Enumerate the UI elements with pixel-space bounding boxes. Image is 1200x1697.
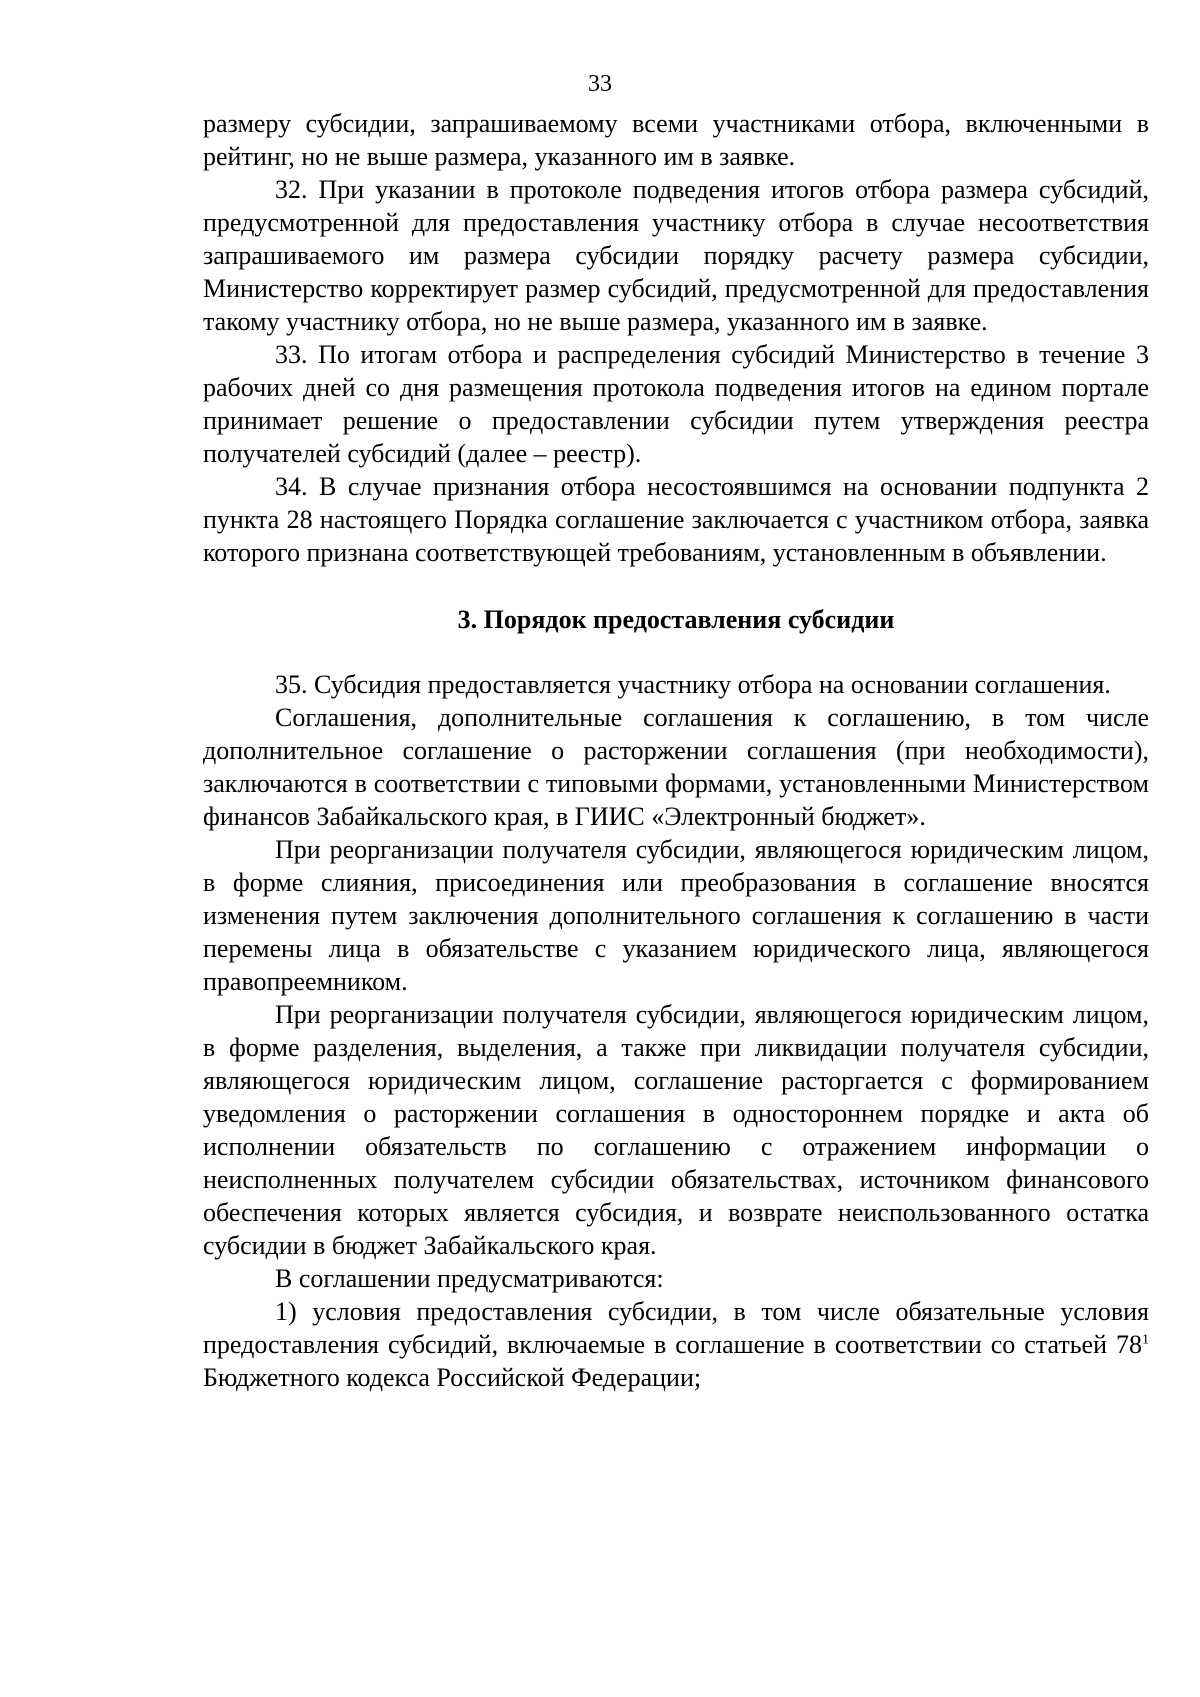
paragraph-32: 32. При указании в протоколе подведения итогов отбора размера субсидий, предусмотренной для предоставления участнику отбора в случае несоответствия запрашиваемого им размера субсидии порядку расчету размера субсидии, Министерство корректирует размер субсидий, предусмотренной для предоставления такому участнику отбора, но не выше размера, указанного им в заявке.	[203, 175, 1149, 336]
spacer	[203, 569, 1149, 603]
section-heading: 3. Порядок предоставления субсидии	[457, 605, 895, 634]
list-item-1-text-end: Бюджетного кодекса Российской Федерации;	[203, 1363, 702, 1392]
list-item-1	[203, 1295, 1149, 1394]
paragraph-34: 34. В случае признания отбора несостоявшимся на основании подпункта 2 пункта 28 настоящего Порядка соглашение заключается с участником отбора, заявка которого признана соответствующей требованиям, установленным в объявлении.	[203, 472, 1149, 567]
paragraph-33: 33. По итогам отбора и распределения субсидий Министерство в течение 3 рабочих дней со дня размещения протокола подведения итогов на едином портале принимает решение о предоставлении субсидии путем утверждения реестра получателей субсидий (далее – реестр).	[203, 340, 1149, 468]
paragraph-continuation: размеру субсидии, запрашиваемому всеми участниками отбора, включенными в рейтинг, но не выше размера, указанного им в заявке.	[203, 109, 1149, 171]
paragraph-agreements: Соглашения, дополнительные соглашения к соглашению, в том числе дополнительное соглашение о расторжении соглашения (при необходимости), заключаются в соответствии с типовыми формами, установленными Министерством финансов Забайкальского края, в ГИИС «Электронный бюджет».	[203, 703, 1149, 831]
paragraph-reorganization-division: При реорганизации получателя субсидии, являющегося юридическим лицом, в форме разделения, выделения, а также при ликвидации получателя субсидии, являющегося юридическим лицом, соглашение расторгается с формированием уведомления о расторжении соглашения в одностороннем порядке и акта об исполнении обязательств по соглашению с отражением информации о неисполненных получателем субсидии обязательствах, источником финансового обеспечения которых является субсидия, и возврате неиспользованного остатка субсидии в бюджет Забайкальского края.	[203, 1000, 1149, 1260]
paragraph-agreement-provisions: В соглашении предусматриваются:	[275, 1264, 664, 1293]
page-number: 33	[588, 71, 612, 97]
paragraph-35: 35. Субсидия предоставляется участнику отбора на основании соглашения.	[275, 670, 1111, 699]
list-item-1-text: 1) условия предоставления субсидии, в том числе обязательные условия предоставления субсидий, включаемые в соглашение в соответствии со статьей 78	[203, 1297, 1149, 1359]
spacer	[203, 636, 1149, 668]
superscript: 1	[1142, 1332, 1149, 1348]
paragraph-reorganization-merger: При реорганизации получателя субсидии, являющегося юридическим лицом, в форме слияния, присоединения или преобразования в соглашение вносятся изменения путем заключения дополнительного соглашения к соглашению в части перемены лица в обязательстве с указанием юридического лица, являющегося правопреемником.	[203, 835, 1149, 996]
document-body	[203, 107, 1149, 1394]
